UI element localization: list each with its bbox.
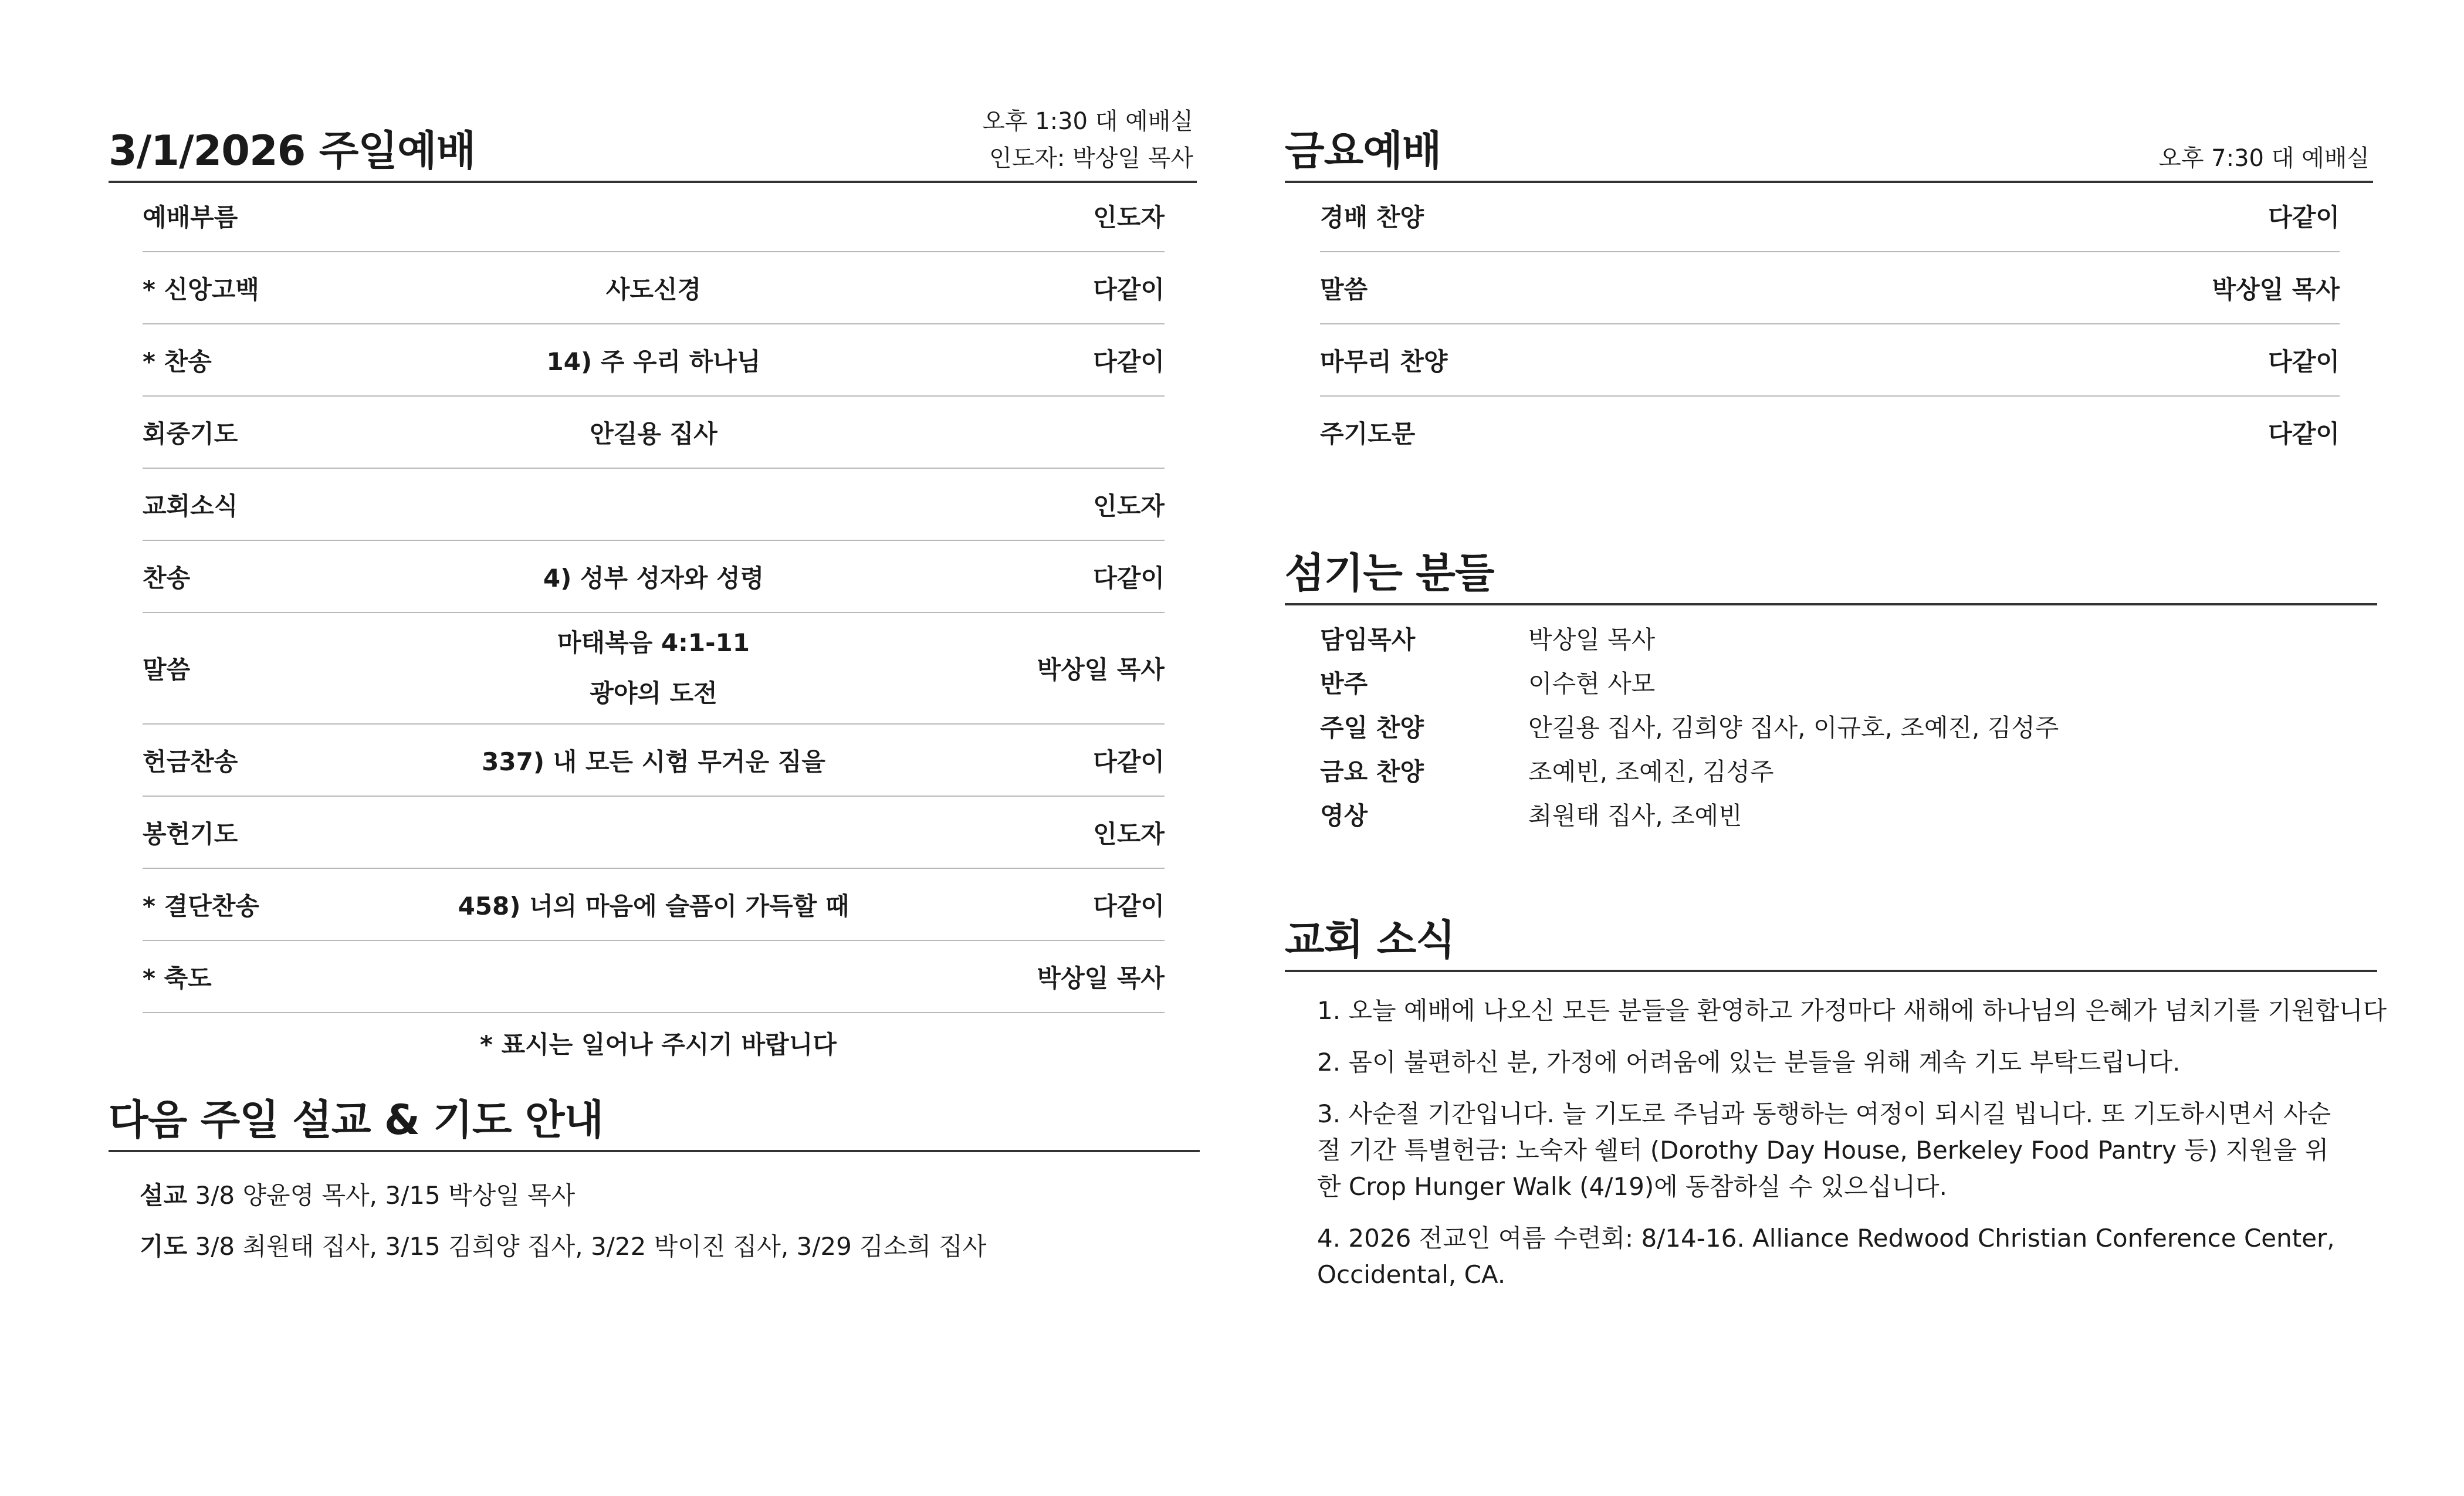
friday-leader: 다같이 — [2268, 347, 2340, 376]
friday-leader: 다같이 — [2268, 419, 2340, 448]
news-item: 2. 몸이 불편하신 분, 가정에 어려움에 있는 분들을 위해 계속 기도 부탁드립니다. — [1317, 1048, 2181, 1077]
order-content: 4) 성부 성자와 성령 — [543, 563, 764, 593]
server-role: 영상 — [1320, 801, 1368, 830]
order-item: 회중기도 — [143, 419, 238, 448]
friday-header — [1285, 100, 2373, 183]
order-leader: 다같이 — [1093, 563, 1165, 593]
order-content: 사도신경 — [605, 275, 702, 304]
sermon-schedule: 3/8 양윤영 목사, 3/15 박상일 목사 — [187, 1181, 576, 1210]
order-item: * 신앙고백 — [143, 275, 259, 304]
order-leader: 박상일 목사 — [1037, 963, 1165, 993]
order-row — [143, 941, 1165, 1013]
server-names: 최원태 집사, 조예빈 — [1528, 801, 1742, 830]
sunday-leader: 인도자: 박상일 목사 — [989, 145, 1193, 172]
standing-note: * 표시는 일어나 주시기 바랍니다 — [480, 1030, 837, 1059]
next-week-header — [109, 1088, 1200, 1152]
next-sermon-line — [140, 1176, 575, 1211]
server-role: 주일 찬양 — [1320, 713, 1424, 742]
news-header — [1285, 906, 2377, 972]
order-leader: 다같이 — [1093, 347, 1165, 376]
news-item: 4. 2026 전교인 여름 수련회: 8/14-16. Alliance Redwood Christian Conference Center, Occidental, CA. — [1317, 1224, 2335, 1289]
servers-list — [1320, 621, 2317, 844]
server-role: 담임목사 — [1320, 625, 1416, 654]
order-item: * 결단찬송 — [143, 891, 259, 920]
order-item: 교회소식 — [143, 491, 238, 520]
sunday-meta — [982, 103, 1193, 177]
order-item: 예배부름 — [143, 203, 238, 232]
order-row — [143, 869, 1165, 941]
order-row — [143, 252, 1165, 324]
order-content — [557, 618, 750, 719]
sunday-title: 3/1/2026 주일예배 — [109, 127, 476, 175]
sermon-title: 광야의 도전 — [590, 679, 717, 708]
order-row — [143, 541, 1165, 613]
order-content: 14) 주 우리 하나님 — [546, 347, 761, 376]
servers-title: 섬기는 분들 — [1285, 549, 1494, 597]
friday-item: 주기도문 — [1320, 419, 1416, 448]
server-role: 금요 찬양 — [1320, 757, 1424, 786]
server-role: 반주 — [1320, 669, 1368, 698]
order-item: * 찬송 — [143, 347, 212, 376]
order-item: * 축도 — [143, 963, 212, 993]
server-names: 이수현 사모 — [1528, 669, 1656, 698]
next-week-title: 다음 주일 설교 & 기도 안내 — [109, 1096, 604, 1144]
order-item: 찬송 — [143, 563, 191, 593]
friday-title: 금요예배 — [1285, 127, 1441, 175]
order-leader: 인도자 — [1093, 491, 1165, 520]
friday-item: 경배 찬양 — [1320, 203, 1424, 232]
scripture-reference: 마태복음 4:1-11 — [557, 628, 750, 657]
prayer-label: 기도 — [140, 1232, 188, 1261]
sunday-header — [109, 100, 1197, 183]
sunday-time: 오후 1:30 대 예배실 — [982, 108, 1193, 135]
order-leader: 박상일 목사 — [1037, 655, 1165, 684]
order-row — [143, 469, 1165, 541]
friday-leader: 박상일 목사 — [2212, 275, 2340, 304]
order-leader: 다같이 — [1093, 747, 1165, 776]
server-names: 박상일 목사 — [1528, 625, 1656, 654]
friday-item: 마무리 찬양 — [1320, 347, 1448, 376]
friday-row — [1320, 324, 2340, 397]
order-item: 봉헌기도 — [143, 819, 238, 848]
news-item: 3. 사순절 기간입니다. 늘 기도로 주님과 동행하는 여정이 되시길 빕니다. 또 기도하시면서 사순절 기간 특별헌금: 노숙자 쉘터 (Dorothy Day House, Berkeley Food Pantry 등) 지원을 위한 Crop Hunger Walk (4/19)에 동참하실 수 있으십니다. — [1317, 1099, 2331, 1201]
server-names: 조예빈, 조예진, 김성주 — [1528, 757, 1774, 786]
order-item: 말씀 — [143, 655, 191, 684]
order-row — [143, 397, 1165, 469]
sermon-label: 설교 — [140, 1181, 188, 1210]
order-row — [143, 324, 1165, 397]
friday-row — [1320, 252, 2340, 324]
order-content: 안길용 집사 — [590, 419, 717, 448]
order-item: 헌금찬송 — [143, 747, 238, 776]
server-names: 안길용 집사, 김희양 집사, 이규호, 조예진, 김성주 — [1528, 713, 2059, 742]
order-leader: 다같이 — [1093, 891, 1165, 920]
news-item: 1. 오늘 예배에 나오신 모든 분들을 환영하고 가정마다 새해에 하나님의 은혜가 넘치기를 기원합니다 — [1317, 996, 2387, 1025]
friday-row — [1320, 181, 2340, 252]
friday-order-list — [1320, 181, 2340, 468]
friday-time: 오후 7:30 대 예배실 — [2158, 145, 2370, 172]
order-content: 337) 내 모든 시험 무거운 짐을 — [482, 747, 825, 776]
servers-header — [1285, 540, 2377, 605]
order-row — [143, 181, 1165, 252]
order-leader: 인도자 — [1093, 203, 1165, 232]
order-row — [143, 797, 1165, 869]
order-leader: 다같이 — [1093, 275, 1165, 304]
next-prayer-line — [140, 1227, 986, 1263]
order-row — [143, 725, 1165, 797]
friday-leader: 다같이 — [2268, 203, 2340, 232]
sunday-order-list — [143, 181, 1165, 1014]
friday-row — [1320, 397, 2340, 468]
order-row — [143, 613, 1165, 725]
friday-item: 말씀 — [1320, 275, 1368, 304]
news-title: 교회 소식 — [1285, 916, 1455, 964]
order-leader: 인도자 — [1093, 819, 1165, 848]
prayer-schedule: 3/8 최원태 집사, 3/15 김희양 집사, 3/22 박이진 집사, 3/29 김소희 집사 — [187, 1232, 987, 1261]
order-content: 458) 너의 마음에 슬픔이 가득할 때 — [458, 891, 849, 920]
